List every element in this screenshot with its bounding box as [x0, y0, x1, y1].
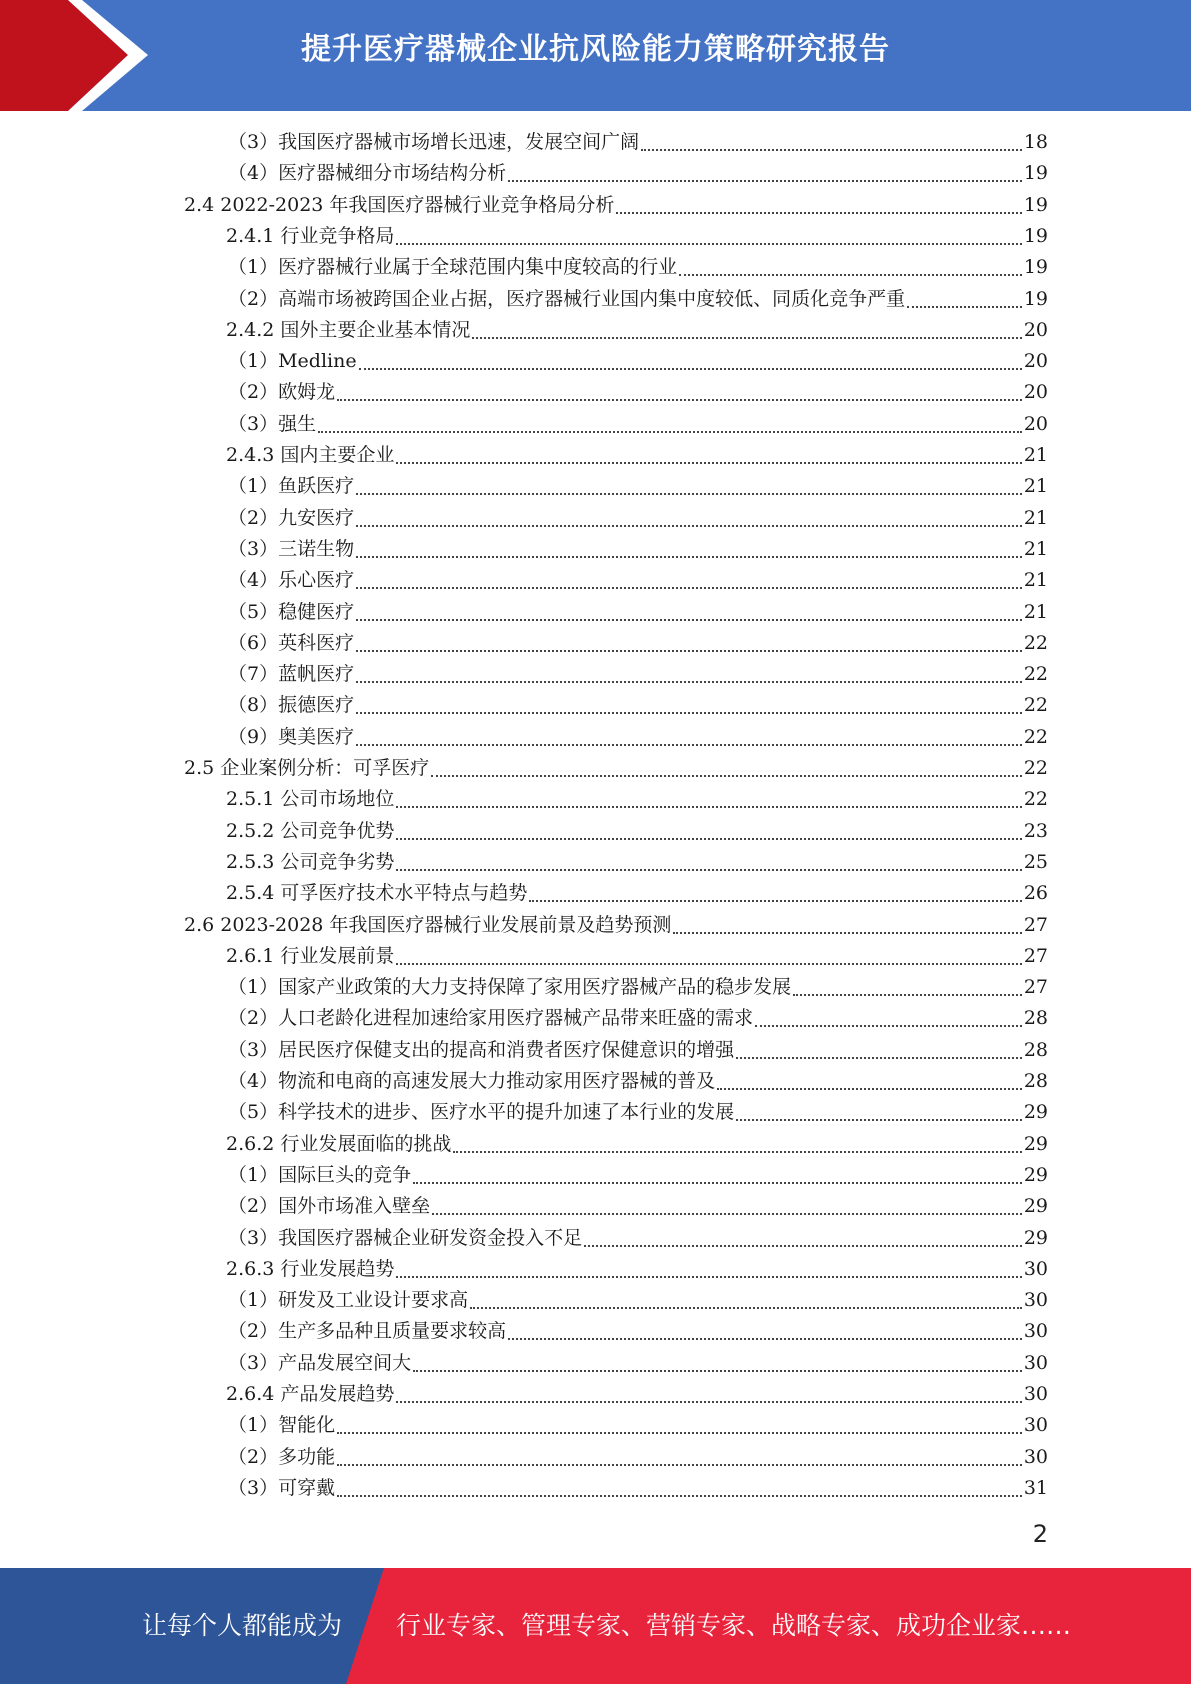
toc-entry-page: 30: [1023, 1351, 1048, 1374]
toc-entry-title: 2.5.4 可孚医疗技术水平特点与趋势: [226, 882, 528, 905]
toc-dot-leader: [907, 306, 1022, 308]
toc-entry-page: 21: [1023, 569, 1048, 592]
toc-entry-title: （2）欧姆龙: [228, 381, 336, 404]
toc-entry-page: 21: [1023, 537, 1048, 560]
toc-entry-title: （4）物流和电商的高速发展大力推动家用医疗器械的普及: [228, 1070, 716, 1092]
toc-entry-page: 23: [1023, 819, 1048, 842]
toc-entry[interactable]: [228, 722, 1048, 753]
toc-entry[interactable]: [228, 690, 1048, 721]
toc-entry-page: 28: [1023, 1070, 1048, 1092]
toc-entry-title: （3）强生: [228, 412, 317, 435]
toc-entry-title: （1）鱼跃医疗: [228, 475, 355, 498]
toc-entry-title: 2.6.4 产品发展趋势: [226, 1383, 395, 1405]
toc-dot-leader: [641, 149, 1022, 151]
toc-dot-leader: [431, 775, 1022, 777]
toc-entry-title: （1）智能化: [228, 1414, 336, 1437]
toc-entry-title: 2.6.3 行业发展趋势: [226, 1257, 395, 1280]
toc-entry-title: （1）国际巨头的竞争: [228, 1163, 412, 1186]
toc-dot-leader: [356, 587, 1022, 589]
toc-entry-page: 29: [1023, 1132, 1048, 1155]
toc-dot-leader: [396, 806, 1021, 808]
toc-entry-page: 20: [1023, 318, 1048, 341]
toc-entry-title: 2.4.2 国外主要企业基本情况: [226, 318, 471, 341]
toc-dot-leader: [356, 619, 1022, 621]
toc-entry-page: 22: [1023, 631, 1048, 654]
toc-dot-leader: [453, 1151, 1021, 1153]
toc-entry[interactable]: [226, 941, 1048, 972]
toc-entry-page: 30: [1023, 1383, 1048, 1405]
toc-entry[interactable]: [228, 1473, 1048, 1504]
toc-entry-title: （8）振德医疗: [228, 694, 355, 717]
toc-dot-leader: [673, 932, 1021, 934]
toc-entry[interactable]: [228, 1410, 1048, 1441]
toc-dot-leader: [337, 1432, 1022, 1434]
toc-entry-page: 19: [1023, 193, 1048, 216]
toc-entry-page: 28: [1023, 1038, 1048, 1061]
toc-entry-page: 29: [1023, 1101, 1048, 1124]
toc-dot-leader: [793, 994, 1022, 996]
toc-dot-leader: [755, 1025, 1022, 1027]
toc-entry-page: 21: [1023, 444, 1048, 466]
toc-entry[interactable]: [228, 127, 1048, 158]
toc-entry-page: 30: [1023, 1445, 1048, 1468]
toc-entry[interactable]: [228, 1442, 1048, 1473]
toc-entry-page: 19: [1023, 162, 1048, 185]
toc-dot-leader: [529, 900, 1021, 902]
toc-entry-page: 19: [1023, 224, 1048, 247]
toc-entry-title: （2）九安医疗: [228, 506, 355, 529]
toc-entry-page: 19: [1023, 287, 1048, 310]
toc-entry-page: 21: [1023, 600, 1048, 623]
toc-dot-leader: [356, 525, 1022, 527]
toc-entry[interactable]: [228, 1003, 1048, 1034]
toc-entry[interactable]: [228, 659, 1048, 690]
toc-dot-leader: [337, 1495, 1022, 1497]
toc-entry[interactable]: [228, 597, 1048, 628]
page-header: [0, 0, 1191, 111]
toc-dot-leader: [470, 1307, 1022, 1309]
toc-dot-leader: [413, 1370, 1022, 1372]
toc-dot-leader: [356, 556, 1022, 558]
toc-entry[interactable]: [228, 1316, 1048, 1347]
toc-dot-leader: [356, 712, 1022, 714]
toc-entry-page: 22: [1023, 757, 1048, 779]
toc-dot-leader: [396, 1401, 1021, 1403]
toc-entry[interactable]: [226, 1379, 1048, 1410]
toc-entry-title: （3）我国医疗器械企业研发资金投入不足: [228, 1226, 583, 1249]
toc-entry-title: （7）蓝帆医疗: [228, 663, 355, 686]
toc-entry-page: 30: [1023, 1289, 1048, 1312]
toc-entry[interactable]: [228, 1285, 1048, 1316]
toc-dot-leader: [584, 1245, 1022, 1247]
toc-entry-title: （5）科学技术的进步、医疗水平的提升加速了本行业的发展: [228, 1101, 735, 1124]
toc-dot-leader: [432, 1213, 1022, 1215]
footer-slogan-right: 行业专家、管理专家、营销专家、战略专家、成功企业家……: [396, 1611, 1072, 1640]
toc-entry-page: 29: [1023, 1163, 1048, 1186]
toc-entry[interactable]: [228, 503, 1048, 534]
toc-entry[interactable]: [184, 190, 1048, 221]
toc-dot-leader: [717, 1088, 1022, 1090]
toc-entry-title: （1）Medline: [228, 350, 357, 373]
toc-dot-leader: [356, 493, 1022, 495]
toc-entry-page: 27: [1023, 913, 1048, 936]
toc-entry-title: （3）产品发展空间大: [228, 1351, 412, 1374]
toc-entry[interactable]: [228, 1035, 1048, 1066]
toc-entry[interactable]: [228, 1348, 1048, 1379]
toc-entry-title: 2.6.2 行业发展面临的挑战: [226, 1132, 452, 1155]
toc-dot-leader: [337, 1464, 1022, 1466]
toc-entry[interactable]: [228, 1223, 1048, 1254]
toc-entry[interactable]: [226, 1129, 1048, 1160]
toc-dot-leader: [508, 180, 1022, 182]
toc-entry-page: 22: [1023, 663, 1048, 686]
toc-entry-page: 22: [1023, 694, 1048, 717]
report-title: 提升医疗器械企业抗风险能力策略研究报告: [301, 32, 890, 67]
page-number: 2: [1032, 1520, 1048, 1548]
toc-dot-leader: [679, 274, 1022, 276]
toc-dot-leader: [396, 838, 1021, 840]
toc-entry-page: 26: [1023, 882, 1048, 905]
toc-dot-leader: [396, 869, 1021, 871]
toc-entry[interactable]: [228, 252, 1048, 283]
toc-entry[interactable]: [226, 315, 1048, 346]
toc-entry[interactable]: [228, 972, 1048, 1003]
toc-dot-leader: [616, 212, 1021, 214]
toc-entry[interactable]: [228, 1097, 1048, 1128]
toc-entry[interactable]: [226, 816, 1048, 847]
toc-entry-page: 30: [1023, 1414, 1048, 1437]
toc-entry-page: 25: [1023, 850, 1048, 873]
toc-dot-leader: [736, 1119, 1022, 1121]
toc-dot-leader: [318, 431, 1022, 433]
toc-entry-page: 29: [1023, 1226, 1048, 1249]
toc-entry[interactable]: [228, 1066, 1048, 1097]
toc-entry-title: （6）英科医疗: [228, 631, 355, 654]
toc-dot-leader: [472, 337, 1021, 339]
toc-entry[interactable]: [226, 847, 1048, 878]
toc-entry[interactable]: [228, 471, 1048, 502]
toc-entry-title: （3）三诺生物: [228, 537, 355, 560]
toc-entry-page: 30: [1023, 1257, 1048, 1280]
toc-dot-leader: [736, 1057, 1022, 1059]
toc-entry-page: 20: [1023, 381, 1048, 404]
toc-entry[interactable]: [228, 565, 1048, 596]
toc-entry-title: （1）国家产业政策的大力支持保障了家用医疗器械产品的稳步发展: [228, 976, 792, 999]
toc-dot-leader: [356, 650, 1022, 652]
toc-entry-title: 2.5 企业案例分析：可孚医疗: [184, 757, 430, 779]
toc-entry-page: 27: [1023, 976, 1048, 999]
toc-entry-title: （1）医疗器械行业属于全球范围内集中度较高的行业: [228, 256, 678, 279]
toc-entry-page: 21: [1023, 475, 1048, 498]
toc-entry[interactable]: [228, 1160, 1048, 1191]
toc-entry[interactable]: [226, 878, 1048, 909]
toc-entry-page: 22: [1023, 788, 1048, 811]
toc-dot-leader: [413, 1182, 1022, 1184]
toc-entry-page: 20: [1023, 412, 1048, 435]
toc-dot-leader: [359, 368, 1022, 370]
toc-entry-title: （3）居民医疗保健支出的提高和消费者医疗保健意识的增强: [228, 1038, 735, 1061]
toc-entry[interactable]: [228, 284, 1048, 315]
toc-entry-title: 2.5.2 公司竞争优势: [226, 819, 395, 842]
toc-dot-leader: [396, 243, 1021, 245]
toc-entry-page: 30: [1023, 1320, 1048, 1343]
toc-entry[interactable]: [228, 409, 1048, 440]
page-footer: [0, 1568, 1191, 1684]
toc-entry-page: 29: [1023, 1195, 1048, 1218]
toc-entry-title: 2.5.3 公司竞争劣势: [226, 850, 395, 873]
footer-slogan-left: 让每个人都能成为: [142, 1611, 343, 1640]
toc-entry-page: 20: [1023, 350, 1048, 373]
toc-entry[interactable]: [228, 346, 1048, 377]
toc-entry[interactable]: [226, 440, 1048, 471]
toc-dot-leader: [337, 399, 1022, 401]
toc-entry-title: 2.6.1 行业发展前景: [226, 944, 395, 967]
toc-entry-title: （4）乐心医疗: [228, 569, 355, 592]
toc-entry-page: 31: [1023, 1476, 1048, 1499]
toc-entry-title: （2）人口老龄化进程加速给家用医疗器械产品带来旺盛的需求: [228, 1007, 754, 1030]
toc-entry-title: 2.4.1 行业竞争格局: [226, 224, 395, 247]
toc-entry-page: 28: [1023, 1007, 1048, 1030]
toc-entry-title: （3）可穿戴: [228, 1476, 336, 1499]
toc-entry-title: （2）多功能: [228, 1445, 336, 1468]
toc-entry-title: （2）国外市场准入壁垒: [228, 1195, 431, 1218]
toc-entry-title: （9）奥美医疗: [228, 725, 355, 748]
toc-dot-leader: [508, 1338, 1022, 1340]
toc-entry-page: 19: [1023, 256, 1048, 279]
toc-entry-title: （3）我国医疗器械市场增长迅速，发展空间广阔: [228, 131, 640, 153]
toc-entry[interactable]: [226, 784, 1048, 815]
toc-dot-leader: [356, 681, 1022, 683]
toc-entry-page: 27: [1023, 944, 1048, 967]
toc-entry-title: 2.4.3 国内主要企业: [226, 444, 395, 466]
toc-entry-title: 2.5.1 公司市场地位: [226, 788, 395, 811]
toc-dot-leader: [396, 462, 1021, 464]
toc-entry[interactable]: [184, 753, 1048, 784]
toc-entry-title: 2.6 2023-2028 年我国医疗器械行业发展前景及趋势预测: [184, 913, 672, 936]
toc-entry[interactable]: [226, 1254, 1048, 1285]
toc-entry-title: （4）医疗器械细分市场结构分析: [228, 162, 507, 185]
toc-entry-page: 22: [1023, 725, 1048, 748]
toc-entry-page: 21: [1023, 506, 1048, 529]
toc-entry[interactable]: [228, 377, 1048, 408]
toc-entry-title: （2）高端市场被跨国企业占据，医疗器械行业国内集中度较低、同质化竞争严重: [228, 287, 906, 310]
toc-entry-page: 18: [1023, 131, 1048, 153]
toc-entry[interactable]: [226, 221, 1048, 252]
toc-entry-title: 2.4 2022-2023 年我国医疗器械行业竞争格局分析: [184, 193, 615, 216]
toc-dot-leader: [396, 1276, 1021, 1278]
toc-entry[interactable]: [228, 158, 1048, 189]
toc-entry-title: （1）研发及工业设计要求高: [228, 1289, 469, 1312]
toc-entry[interactable]: [184, 910, 1048, 941]
toc-entry[interactable]: [228, 628, 1048, 659]
toc-entry[interactable]: [228, 1191, 1048, 1222]
toc-dot-leader: [396, 963, 1021, 965]
toc-entry[interactable]: [228, 534, 1048, 565]
toc-entry-title: （2）生产多品种且质量要求较高: [228, 1320, 507, 1343]
toc-dot-leader: [356, 744, 1022, 746]
toc-entry-title: （5）稳健医疗: [228, 600, 355, 623]
